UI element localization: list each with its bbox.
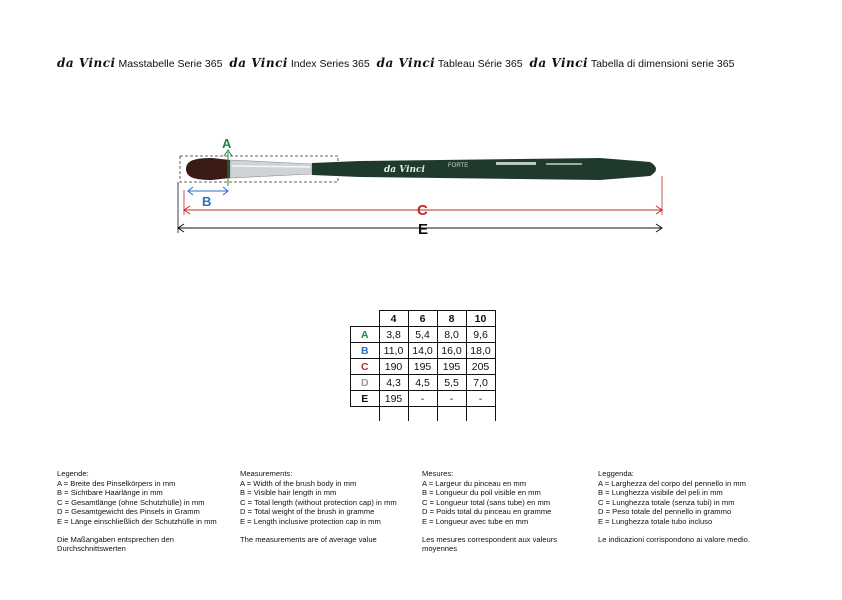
brush-ferrule — [230, 160, 312, 178]
legend-note: Le indicazioni corrispondono ai valore medio. — [598, 534, 750, 544]
header-title: Index Series 365 — [290, 58, 370, 70]
legend-line: C = Longueur total (sans tube) en mm — [422, 497, 551, 507]
legend-english — [240, 469, 415, 544]
table-row — [351, 375, 496, 391]
row-label: C — [351, 359, 380, 375]
table-cell: - — [408, 391, 437, 407]
table-cell — [466, 407, 495, 422]
table-row — [351, 359, 496, 375]
legend-note: Les mesures correspondent aux valeurs moyennes — [422, 534, 558, 554]
handle-print-mark — [546, 163, 582, 165]
legend-line: B = Longueur du poil visible en mm — [422, 488, 541, 498]
size-header: 8 — [437, 311, 466, 327]
legend-note: Die Maßangaben entsprechen den Durchschnittswerten — [57, 534, 174, 554]
table-cell: 9,6 — [466, 327, 495, 343]
legend-line: E = Länge einschließlich der Schutzhülle in mm — [57, 516, 217, 526]
dimension-e-label: E — [418, 221, 429, 238]
legend-line: D = Peso totale del pennello in grammo — [598, 507, 732, 517]
brush-handle — [312, 158, 656, 180]
handle-label-text: FORTE — [448, 163, 469, 169]
legend-line: D = Total weight of the brush in gramme — [240, 507, 375, 517]
legend-title: Legende: — [57, 469, 89, 478]
table-cell: 3,8 — [379, 327, 408, 343]
size-header: 6 — [408, 311, 437, 327]
table-cell — [379, 407, 408, 422]
legend-title: Measurements: — [240, 469, 293, 478]
table-cell — [437, 407, 466, 422]
brand-logo: da Vinci — [57, 56, 116, 70]
table-cell: 7,0 — [466, 375, 495, 391]
table-cell: 11,0 — [379, 343, 408, 359]
dimension-a-label: A — [222, 136, 232, 151]
legend-line: D = Gesamtgewicht des Pinsels in Gramm — [57, 507, 200, 517]
legend-line: A = Largeur du pinceau en mm — [422, 478, 527, 488]
table-cell: 18,0 — [466, 343, 495, 359]
legend-line: A = Larghezza del corpo del pennello in mm — [598, 478, 746, 488]
table-cell: 195 — [408, 359, 437, 375]
table-cell: - — [466, 391, 495, 407]
table-cell: 14,0 — [408, 343, 437, 359]
row-label: B — [351, 343, 380, 359]
legend-line: D = Poids total du pinceau en gramme — [422, 507, 552, 517]
table-header-row — [351, 311, 496, 327]
dimensions-table — [350, 310, 496, 421]
table-corner — [351, 311, 380, 327]
brand-logo: da Vinci — [529, 56, 589, 70]
table-cell: 205 — [466, 359, 495, 375]
handle-brand-text: da Vinci — [384, 165, 425, 175]
table-cell: 16,0 — [437, 343, 466, 359]
table-cell: 190 — [379, 359, 408, 375]
table-cell — [408, 407, 437, 422]
legend-line: A = Breite des Pinselkörpers in mm — [57, 478, 176, 488]
legend-line: E = Length inclusive protection cap in mm — [240, 516, 381, 526]
legend-line: C = Gesamtlänge (ohne Schutzhülle) in mm — [57, 497, 205, 507]
legend-line: C = Total length (without protection cap) in mm — [240, 497, 397, 507]
legend-line: E = Longueur avec tube en mm — [422, 516, 529, 526]
legend-note: The measurements are of average value — [240, 534, 377, 544]
header-title: Masstabelle Serie 365 — [118, 58, 223, 70]
header-title: Tableau Série 365 — [437, 58, 523, 70]
table-row — [351, 391, 496, 407]
table-cell — [351, 407, 380, 422]
dimension-b-label: B — [202, 194, 212, 209]
table-row — [351, 327, 496, 343]
ferrule-highlight — [232, 166, 310, 167]
dimension-c-label: C — [417, 202, 428, 219]
legend-line: E = Lunghezza totale tubo incluso — [598, 516, 713, 526]
row-label: E — [351, 391, 380, 407]
brand-logo: da Vinci — [229, 56, 288, 70]
brush-bristles — [186, 158, 230, 180]
table-cell: 4,3 — [379, 375, 408, 391]
table-cell: 195 — [379, 391, 408, 407]
legend-german — [57, 469, 232, 554]
legend-line: B = Sichtbare Haarlänge in mm — [57, 488, 163, 498]
legend-french — [422, 469, 597, 554]
size-header: 10 — [466, 311, 495, 327]
table-cell: 5,4 — [408, 327, 437, 343]
table-cell: - — [437, 391, 466, 407]
row-label: A — [351, 327, 380, 343]
legend-title: Leggenda: — [598, 469, 634, 478]
table-cell: 8,0 — [437, 327, 466, 343]
brand-logo: da Vinci — [376, 56, 436, 70]
legend-line: B = Lunghezza visibile del peli in mm — [598, 488, 723, 498]
table-empty-row — [351, 407, 496, 422]
legend-italian — [598, 469, 773, 544]
legend-title: Mesures: — [422, 469, 454, 478]
handle-print-mark — [496, 162, 536, 165]
table-cell: 5,5 — [437, 375, 466, 391]
table-row — [351, 343, 496, 359]
legend-line: B = Visible hair length in mm — [240, 488, 337, 498]
table-cell: 195 — [437, 359, 466, 375]
header-title: Tabella di dimensioni serie 365 — [590, 58, 735, 70]
table-cell: 4,5 — [408, 375, 437, 391]
row-label: D — [351, 375, 380, 391]
legend-line: A = Width of the brush body in mm — [240, 478, 357, 488]
size-header: 4 — [379, 311, 408, 327]
legend-line: C = Lunghezza totale (senza tubi) in mm — [598, 497, 735, 507]
